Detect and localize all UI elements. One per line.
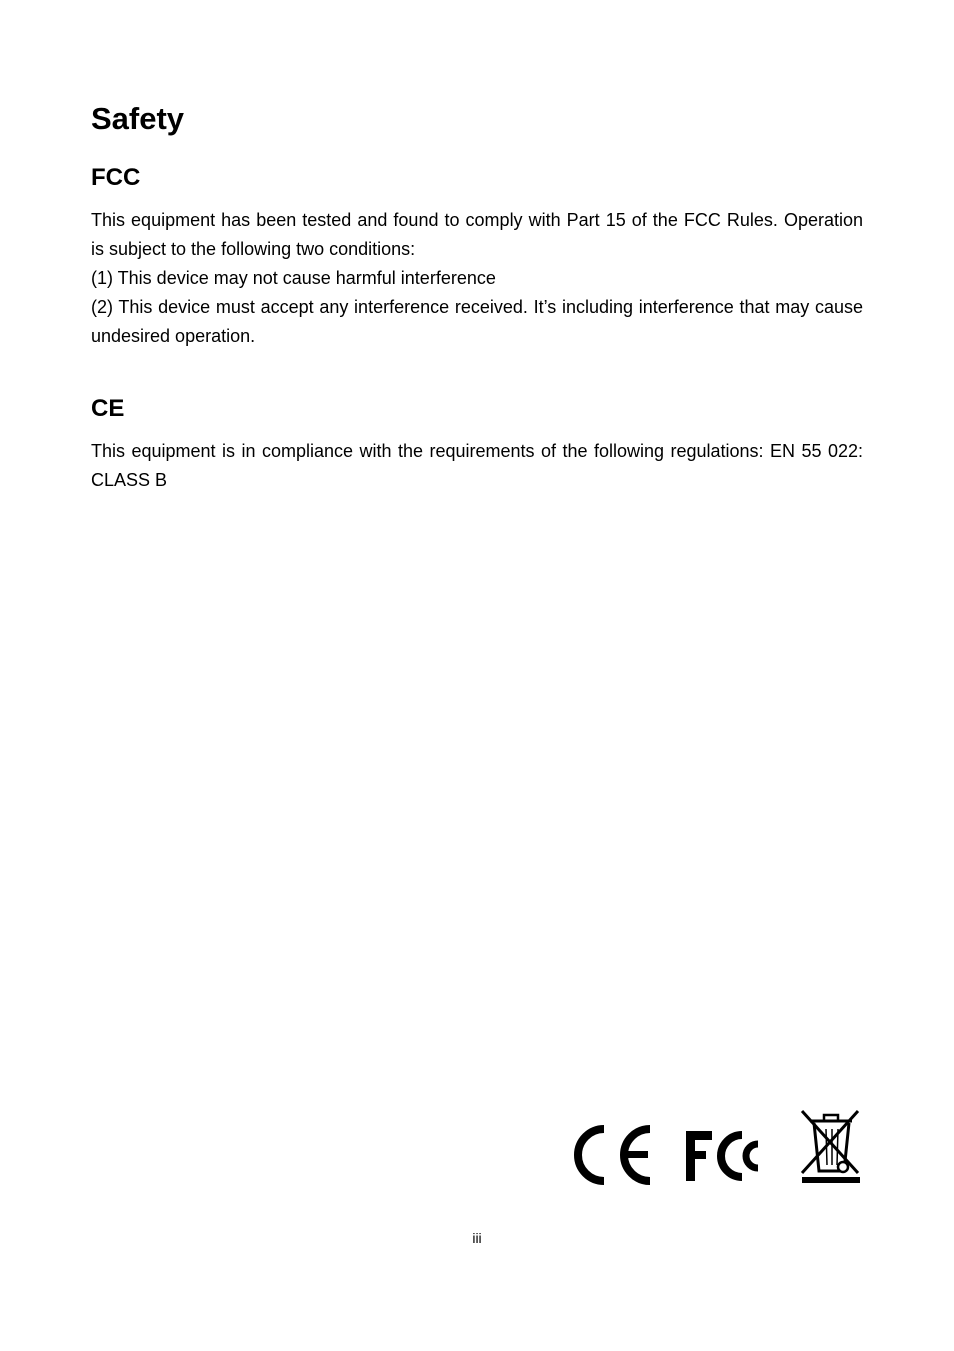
fcc-condition-2: (2) This device must accept any interference received. It’s including interference that may cause undesired operation. (91, 297, 863, 346)
fcc-intro: This equipment has been tested and found to comply with Part 15 of the FCC Rules. Operation is subject to the following two conditions: (91, 210, 863, 259)
fcc-section (91, 206, 863, 351)
fcc-heading: FCC (91, 164, 141, 191)
weee-bin-icon (796, 1105, 864, 1185)
ce-mark-icon (574, 1123, 654, 1187)
ce-heading: CE (91, 395, 125, 422)
fcc-condition-1: (1) This device may not cause harmful interference (91, 268, 496, 288)
ce-text: This equipment is in compliance with the requirements of the following regulations: EN 55 022: CLASS B (91, 441, 863, 490)
page-title: Safety (91, 101, 185, 136)
page-number: iii (472, 1230, 482, 1246)
certification-logos (572, 1105, 864, 1187)
fcc-mark-icon (684, 1127, 766, 1183)
ce-section (91, 437, 863, 495)
